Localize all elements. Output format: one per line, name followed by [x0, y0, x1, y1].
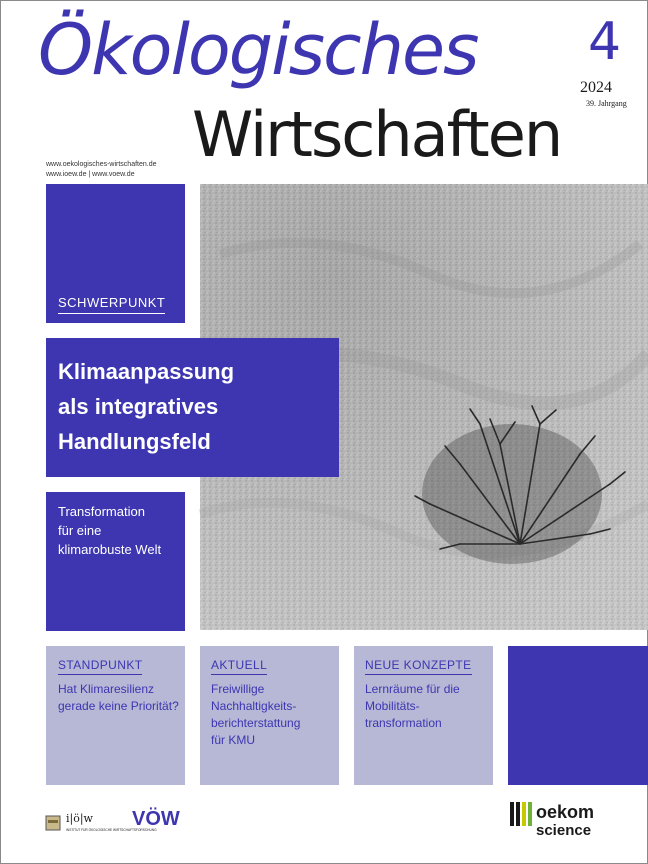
voew-logo: VÖW: [132, 808, 180, 830]
column-text-neue-konzepte: Lernräume für die Mobilitäts- transformation: [365, 682, 460, 730]
oekom-bars-icon: [510, 802, 534, 842]
feature-subline: Transformation für eine klimarobuste Welt: [58, 504, 162, 557]
magazine-title-line1: Ökologisches: [38, 9, 478, 91]
feature-headline: Klimaanpassung als integratives Handlungsfeld: [58, 359, 235, 454]
magazine-title-line2: Wirtschaften: [192, 98, 562, 171]
oekom-logo: [510, 800, 610, 844]
website-link-main[interactable]: www.oekologisches-wirtschaften.de: [46, 161, 157, 168]
website-links-secondary[interactable]: www.ioew.de | www.voew.de: [46, 171, 135, 178]
column-text-standpunkt: Hat Klimaresilienz gerade keine Priorität?: [58, 682, 179, 713]
issue-volume: 39. Jahrgang: [586, 99, 627, 108]
column-label-standpunkt: STANDPUNKT: [58, 657, 142, 675]
svg-text:INSTITUT FÜR ÖKOLOGISCHE WIRTS: INSTITUT FÜR ÖKOLOGISCHE WIRTSCHAFTSFORSCHUNG: [66, 828, 157, 832]
oekom-wordmark: oekom: [536, 802, 595, 822]
oekom-science-label: science: [536, 822, 592, 839]
column-label-aktuell: AKTUELL: [211, 657, 267, 675]
column-text-aktuell: Freiwillige Nachhaltigkeits- berichterstattung für KMU: [211, 682, 301, 747]
issue-number: 4: [588, 12, 622, 72]
section-label: SCHWERPUNKT: [58, 294, 165, 314]
column-label-neue-konzepte: NEUE KONZEPTE: [365, 657, 472, 675]
accent-block: [508, 646, 648, 785]
svg-text:i|ö|w: i|ö|w: [66, 812, 93, 825]
issue-year: 2024: [580, 79, 612, 96]
